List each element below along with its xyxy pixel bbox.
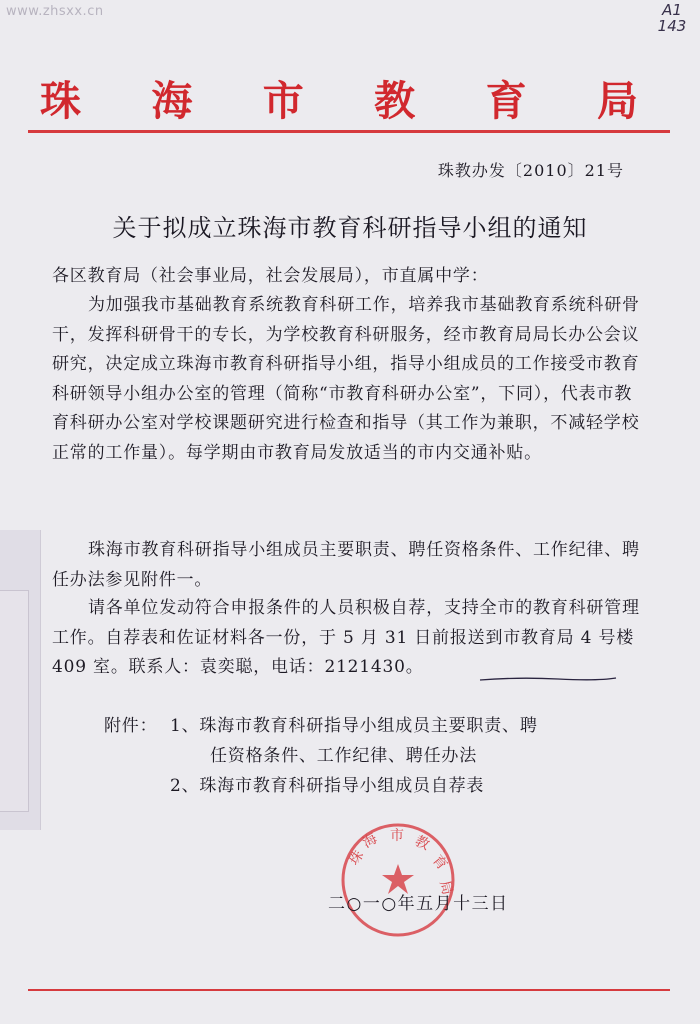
handnote-line-1: A1 <box>662 1 682 19</box>
agency-char: 海 <box>151 77 195 125</box>
attachment-item-2: 2、珠海市教育科研指导小组成员自荐表 <box>170 776 485 796</box>
attached-form-edge <box>0 590 29 812</box>
attachments-list <box>104 711 624 801</box>
salutation: 各区教育局（社会事业局，社会发展局），市直属中学： <box>52 266 489 286</box>
svg-text:育: 育 <box>428 852 451 874</box>
notice-title: 关于拟成立珠海市教育科研指导小组的通知 <box>112 214 588 242</box>
issue-date: 二○一○年五月十三日 <box>328 894 509 914</box>
watermark: www.zhsxx.cn <box>6 4 104 19</box>
handwritten-note <box>652 2 692 34</box>
agency-char: 局 <box>596 77 640 125</box>
handnote-line-2: 143 <box>657 17 687 35</box>
attachments-label: 附件： <box>104 716 158 736</box>
handwritten-underline <box>478 676 618 682</box>
agency-char: 市 <box>262 77 306 125</box>
svg-text:市: 市 <box>390 828 404 844</box>
svg-text:局: 局 <box>436 878 456 897</box>
svg-text:海: 海 <box>360 830 381 852</box>
official-seal <box>338 820 458 940</box>
agency-char: 育 <box>485 77 529 125</box>
attachment-item-1-line-2: 任资格条件、工作纪律、聘任办法 <box>210 746 477 766</box>
body-paragraph-2: 珠海市教育科研指导小组成员主要职责、聘任资格条件、工作纪律、聘任办法参见附件一。 <box>52 540 640 590</box>
body-paragraph-3: 请各单位发动符合申报条件的人员积极自荐，支持全市的教育科研管理工作。自荐表和佐证材料各一份，于 5 月 31 日前报送到市教育局 4 号楼 409 室。联系人：袁奕聪，电话：2121430。 <box>52 598 640 678</box>
agency-char: 珠 <box>40 77 83 125</box>
document-number: 珠教办发〔2010〕21号 <box>437 161 624 180</box>
body-paragraph-1: 为加强我市基础教育系统教育科研工作，培养我市基础教育系统科研骨干，发挥科研骨干的专长，为学校教育科研服务，经市教育局局长办公会议研究，决定成立珠海市教育科研指导小组，指导小组成员的工作接受市教育科研领导小组办公室的管理（简称“市教育科研办公室”，下同），代表市教育科研办公室对学校课题研究进行检查和指导（其工作为兼职，不减轻学校正常的工作量）。每学期由市教育局发放适当的市内交通补贴。 <box>52 295 640 463</box>
svg-text:教: 教 <box>412 833 432 854</box>
attachment-item-1-line-1: 1、珠海市教育科研指导小组成员主要职责、聘 <box>170 716 538 736</box>
issuing-agency-header <box>40 68 640 127</box>
agency-char: 教 <box>374 77 418 125</box>
svg-text:珠: 珠 <box>346 847 368 869</box>
red-footer-rule <box>28 989 670 991</box>
red-header-rule <box>28 130 670 133</box>
